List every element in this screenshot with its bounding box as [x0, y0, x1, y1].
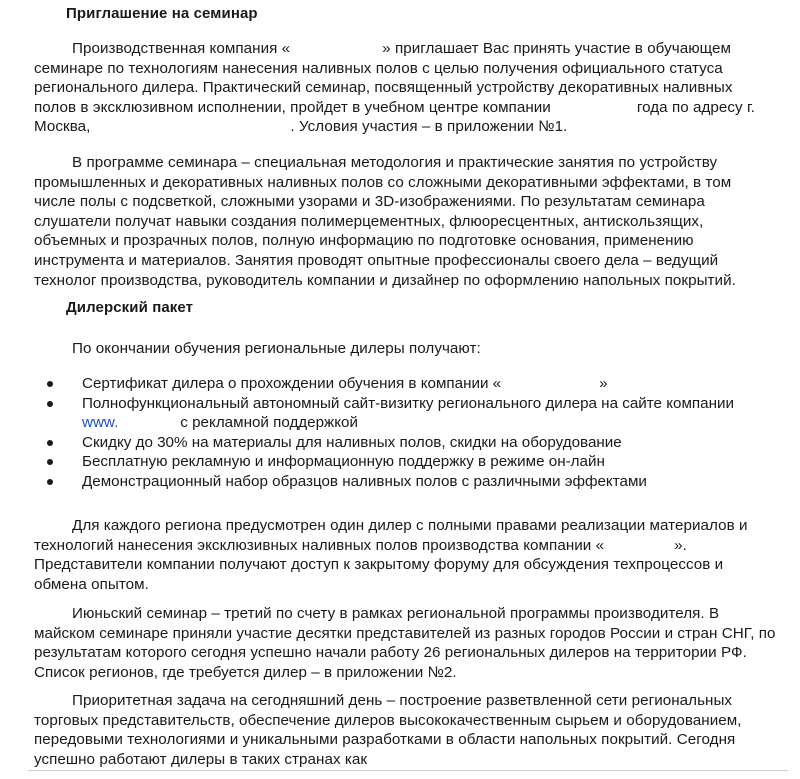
list-item	[34, 433, 776, 453]
list-item-text: Бесплатную рекламную и информационную поддержку в режиме он-лайн	[82, 453, 605, 471]
list-item-tail: с рекламной поддержкой	[180, 414, 358, 432]
priority-text: Приоритетная задача на сегодняшний день – построение разветвленной сети региональных торговых представительств, обеспечение дилеров высококачественным сырьем и оборудованием, передовыми технологиями и уникальными разработками в области напольных покрытий. Сегодня успешно работают дилеры в таких странах как	[34, 692, 742, 768]
list-item	[34, 452, 776, 472]
list-item-text: Полнофункциональный автономный сайт-визитку регионального дилера на сайте компании	[82, 394, 734, 412]
bullet-icon	[47, 381, 53, 387]
list-item-tail: »	[599, 375, 608, 392]
regional-dealer-text-a: Для каждого региона предусмотрен один дилер с полными правами реализации материалов и технологий нанесения эксклюзивных наливных полов производства компании «	[34, 517, 748, 554]
june-seminar-paragraph	[34, 604, 776, 682]
list-item-text: Сертификат дилера о прохождении обучения в компании «	[82, 375, 502, 392]
website-link[interactable]: www.	[82, 414, 119, 432]
invitation-text-a: Производственная компания «	[72, 40, 291, 57]
list-item	[34, 394, 776, 433]
bullet-icon	[47, 459, 53, 465]
list-item	[34, 472, 776, 492]
list-item-text: Демонстрационный набор образцов наливных полов с различными эффектами	[82, 472, 647, 490]
dealer-intro	[34, 339, 776, 359]
list-item	[34, 374, 776, 394]
priority-paragraph	[34, 691, 776, 769]
bullet-icon	[47, 440, 53, 446]
regional-dealer-text-b: ». Представители компании получают доступ к закрытому форуму для обсуждения техпроцессов и обмена опытом.	[34, 536, 724, 593]
invitation-paragraph	[34, 39, 776, 137]
regional-dealer-paragraph	[34, 516, 776, 594]
june-seminar-text: Июньский семинар – третий по счету в рамках региональной программы производителя. В майском семинаре приняли участие десятки представителей из разных городов России и стран СНГ, по результатам которого сегодня успешно начали работу 26 региональных дилеров на территории РФ. Список регионов, где требуется дилер – в приложении №2.	[34, 605, 776, 681]
invitation-text-d: . Условия участия – в приложении №1.	[290, 118, 568, 136]
dealer-intro-text: По окончании обучения региональные дилеры получают:	[72, 340, 481, 357]
invitation-heading: Приглашение на семинар	[66, 5, 258, 22]
dealer-package-heading: Дилерский пакет	[66, 299, 194, 316]
invitation-text-b: » приглашает Вас принять участие в обучающем семинаре по технологиям нанесения наливных полов с целью получения официального статуса регионального дилера. Практический семинар, посвященный устройству декоративных наливных полов в эксклюзивном исполнении, пройдет в учебном центре компании	[34, 40, 733, 116]
program-paragraph	[34, 153, 776, 290]
dealer-benefits-list	[34, 374, 776, 492]
bullet-icon	[47, 401, 53, 407]
invitation-text-c: года по адресу г. Москва,	[34, 98, 755, 136]
bullet-icon	[47, 479, 53, 485]
program-text: В программе семинара – специальная методология и практические занятия по устройству промышленных и декоративных наливных полов со сложными декоративными эффектами, в том числе полы с подсветкой, сложными узорами и 3D-изображениями. По результатам семинара слушатели получат навыки создания полимерцементных, флюоресцентных, антискользящих, объемных и прозрачных полов, полную информацию по подготовке основания, применению инструмента и материалов. Занятия проводят опытные профессионалы своего дела – ведущий технолог производства, руководитель компании и дизайнер по оформлению напольных покрытий.	[34, 154, 736, 289]
list-item-text: Скидку до 30% на материалы для наливных полов, скидки на оборудование	[82, 433, 622, 451]
